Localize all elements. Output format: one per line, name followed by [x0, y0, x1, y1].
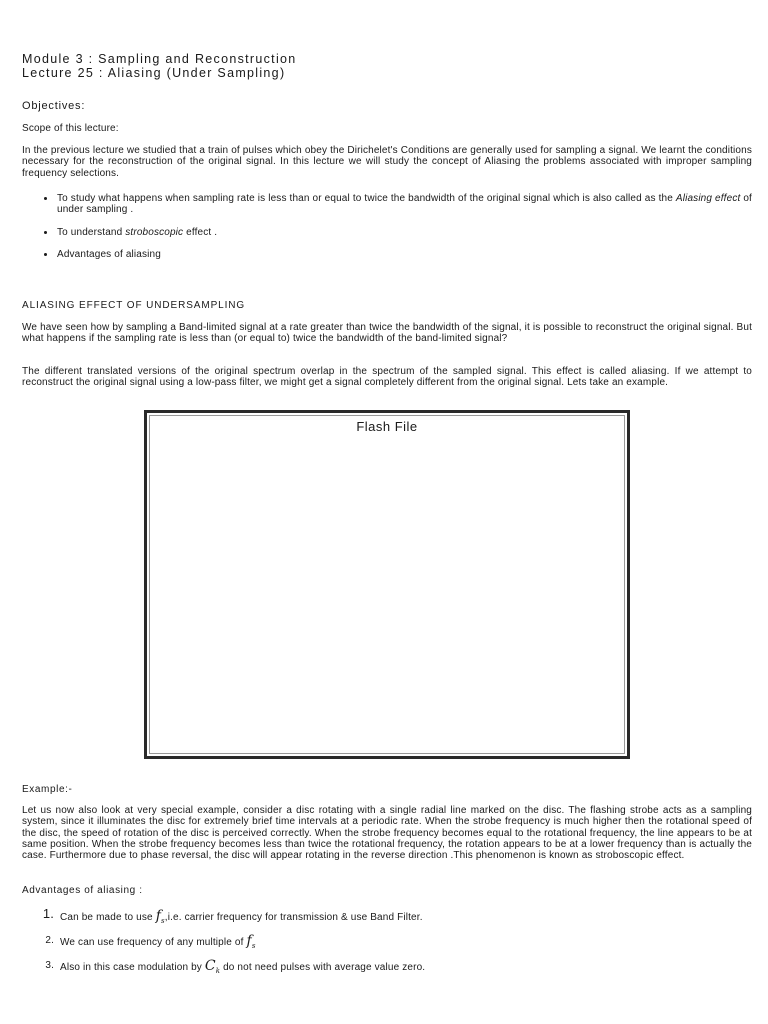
example-paragraph: Let us now also look at very special example, consider a disc rotating with a single radial line marked on the disc. The flashing strobe acts as a sampling system, since it illuminates the disc for extremely brief time intervals at a periodic rate. When the strobe frequency is much higher then the rotational speed of the disc, the speed of rotation of the disc is perceived correctly. When the strobe frequency becomes equal to the rotational frequency, the line appears to be at same position. When the strobe frequency becomes less than twice the rotational frequency, the rotation appears to be at a lower frequency than is actually the case. Furthermore due to phase reversal, the disc will appear rotating in the reverse direction .This phenomenon is known as stroboscopic effect. [22, 805, 752, 862]
bullet-icon [44, 197, 47, 200]
item-text: Can be made to use [60, 912, 156, 923]
fs-symbol: f [155, 908, 162, 924]
flash-embed-area[interactable] [149, 415, 625, 754]
ck-symbol: C [204, 958, 216, 974]
bullet-emphasis: stroboscopic [125, 226, 184, 238]
aliasing-paragraph-1: We have seen how by sampling a Band-limited signal at a rate greater than twice the bandwidth of the signal, it is possible to reconstruct the original signal. But what happens if the sampling rate is less than (or equal to) twice the bandwidth of the band-limited signal? [22, 322, 752, 345]
bullet-emphasis: Aliasing effect [675, 193, 741, 204]
list-item [22, 227, 752, 238]
objectives-heading: Objectives: [22, 100, 86, 112]
bullet-text: To understand [57, 226, 126, 238]
item-number: 1. [42, 906, 54, 921]
bullet-text-end: effect . [183, 226, 218, 238]
advantages-heading: Advantages of aliasing : [22, 885, 143, 896]
document-header [22, 52, 752, 80]
example-heading: Example:- [22, 784, 73, 795]
list-item [22, 193, 752, 216]
list-item [22, 960, 752, 977]
bullet-text-end: of under sampling . [57, 193, 752, 216]
intro-paragraph: In the previous lecture we studied that a train of pulses which obey the Dirichelet's Conditions are generally used for sampling a signal. We learnt the conditions necessary for the reconstruction of the original signal. In this lecture we will study the concept of Aliasing the problems associated with improper sampling frequency selections. [22, 145, 752, 179]
item-text-end: ,i.e. carrier frequency for transmission & use Band Filter. [164, 912, 423, 923]
flash-file-label: Flash File [356, 419, 418, 434]
ck-subscript: k [215, 967, 221, 975]
aliasing-paragraph-2: The different translated versions of the original spectrum overlap in the spectrum of the sampled signal. This effect is called aliasing. If we attempt to reconstruct the original signal using a low-pass filter, we might get a signal completely different from the original signal. Lets take an example. [22, 366, 752, 389]
advantages-list [22, 906, 752, 977]
bullet-text: Advantages of aliasing [57, 248, 161, 260]
fs-subscript: s [251, 942, 256, 950]
bullet-text: To study what happens when sampling rate is less than or equal to twice the bandwidth of the original signal which is also called as the [57, 193, 676, 204]
list-item [22, 249, 752, 260]
item-number: 2. [45, 935, 54, 946]
bullet-icon [44, 253, 47, 256]
lecture-title: Lecture 25 : Aliasing (Under Sampling) [22, 66, 286, 80]
item-number: 3. [45, 960, 54, 971]
objectives-list [22, 193, 752, 260]
flash-embed[interactable] [144, 410, 630, 759]
item-text: We can use frequency of any multiple of [60, 937, 247, 948]
list-item [22, 935, 752, 952]
scope-heading: Scope of this lecture: [22, 123, 119, 134]
list-item [22, 906, 752, 927]
item-text-end: do not need pulses with average value zero. [220, 962, 426, 973]
aliasing-heading: ALIASING EFFECT OF UNDERSAMPLING [22, 300, 246, 311]
module-title: Module 3 : Sampling and Reconstruction [22, 52, 297, 66]
bullet-icon [44, 231, 47, 234]
fs-subscript: s [161, 917, 165, 925]
item-text: Also in this case modulation by [60, 962, 205, 973]
fs-symbol: f [246, 933, 252, 949]
